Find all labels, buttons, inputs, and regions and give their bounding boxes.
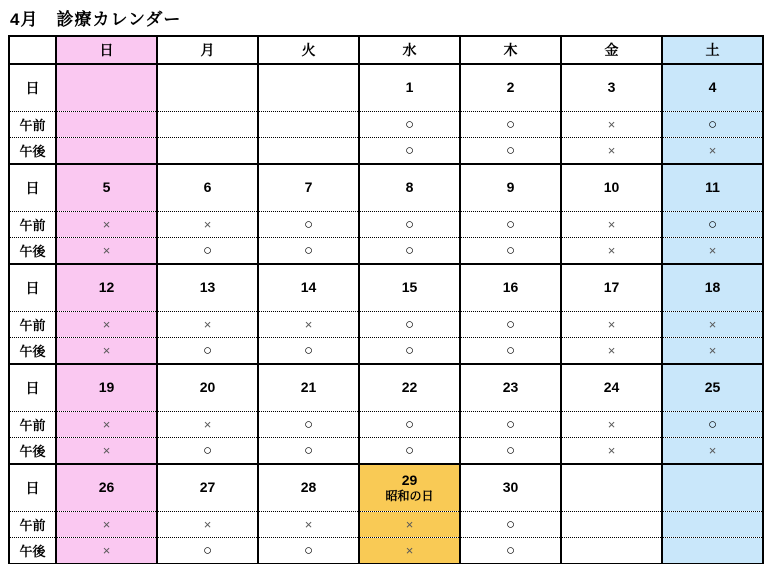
pm-mark-cell: × <box>662 138 763 165</box>
am-mark-cell: ○ <box>460 512 561 538</box>
date-cell <box>56 364 157 412</box>
pm-mark-cell <box>258 138 359 165</box>
date-cell <box>561 464 662 512</box>
weekday-header-cell: 火 <box>258 36 359 64</box>
row-label-date: 日 <box>9 64 56 112</box>
date-number: 28 <box>300 479 317 496</box>
date-number: 8 <box>405 179 414 196</box>
am-mark-cell: × <box>561 212 662 238</box>
row-label-am: 午前 <box>9 512 56 538</box>
am-mark-cell: × <box>157 512 258 538</box>
date-cell <box>56 464 157 512</box>
am-mark-cell: ○ <box>460 412 561 438</box>
date-number: 14 <box>300 279 317 296</box>
pm-mark-cell <box>56 138 157 165</box>
date-cell <box>662 164 763 212</box>
date-number: 30 <box>502 479 519 496</box>
pm-mark-cell <box>561 538 662 564</box>
date-number: 16 <box>502 279 519 296</box>
pm-mark-cell: × <box>561 238 662 265</box>
am-mark-cell: ○ <box>359 412 460 438</box>
date-number: 13 <box>199 279 216 296</box>
date-number: 20 <box>199 379 216 396</box>
date-cell <box>460 264 561 312</box>
am-mark-cell: ○ <box>460 112 561 138</box>
am-mark-cell: ○ <box>258 212 359 238</box>
am-mark-cell: × <box>56 512 157 538</box>
weekday-header-cell: 日 <box>56 36 157 64</box>
date-cell <box>258 364 359 412</box>
pm-mark-cell: ○ <box>359 438 460 465</box>
date-number: 3 <box>607 79 616 96</box>
am-mark-cell <box>561 512 662 538</box>
am-mark-cell: ○ <box>460 212 561 238</box>
date-number: 10 <box>603 179 620 196</box>
pm-mark-cell: ○ <box>258 338 359 365</box>
pm-mark-cell: × <box>561 438 662 465</box>
date-number: 17 <box>603 279 620 296</box>
weekday-header-cell: 月 <box>157 36 258 64</box>
date-number: 24 <box>603 379 620 396</box>
pm-mark-cell: ○ <box>157 338 258 365</box>
date-cell <box>157 264 258 312</box>
pm-mark-cell: ○ <box>460 538 561 564</box>
row-label-am: 午前 <box>9 212 56 238</box>
pm-mark-cell: ○ <box>157 438 258 465</box>
pm-mark-cell: ○ <box>157 238 258 265</box>
date-cell <box>56 264 157 312</box>
date-cell <box>662 264 763 312</box>
row-label-am: 午前 <box>9 312 56 338</box>
date-number: 12 <box>98 279 115 296</box>
date-cell <box>258 464 359 512</box>
pm-mark-cell: × <box>56 238 157 265</box>
pm-mark-cell <box>662 538 763 564</box>
row-label-pm: 午後 <box>9 238 56 265</box>
row-label-date: 日 <box>9 264 56 312</box>
date-cell <box>460 64 561 112</box>
am-mark-cell: × <box>157 412 258 438</box>
am-mark-cell: ○ <box>359 112 460 138</box>
date-cell <box>460 164 561 212</box>
pm-mark-cell: ○ <box>460 138 561 165</box>
pm-mark-cell: ○ <box>359 338 460 365</box>
date-number: 7 <box>304 179 313 196</box>
pm-mark-cell: × <box>56 338 157 365</box>
date-cell <box>662 364 763 412</box>
pm-mark-cell: ○ <box>460 238 561 265</box>
date-cell <box>359 164 460 212</box>
date-cell <box>662 464 763 512</box>
am-mark-cell: ○ <box>460 312 561 338</box>
pm-mark-cell: × <box>662 238 763 265</box>
page-title: 4月 診療カレンダー <box>10 10 182 29</box>
date-number: 6 <box>203 179 212 196</box>
am-mark-cell: × <box>258 312 359 338</box>
date-cell <box>561 164 662 212</box>
pm-mark-cell: ○ <box>258 238 359 265</box>
holiday-name: 昭和の日 <box>385 489 434 504</box>
date-cell <box>157 64 258 112</box>
pm-mark-cell: × <box>561 338 662 365</box>
am-mark-cell <box>258 112 359 138</box>
calendar-body <box>9 36 763 564</box>
date-number: 5 <box>102 179 111 196</box>
am-mark-cell: ○ <box>662 212 763 238</box>
weekday-header-cell: 土 <box>662 36 763 64</box>
date-cell <box>460 364 561 412</box>
date-cell <box>460 464 561 512</box>
row-label-am: 午前 <box>9 412 56 438</box>
row-label-pm: 午後 <box>9 538 56 564</box>
date-cell <box>157 364 258 412</box>
date-number: 21 <box>300 379 317 396</box>
pm-mark-cell: ○ <box>258 538 359 564</box>
row-label-am: 午前 <box>9 112 56 138</box>
calendar-table <box>8 35 764 564</box>
date-number: 1 <box>405 79 414 96</box>
date-number: 19 <box>98 379 115 396</box>
am-mark-cell: × <box>56 212 157 238</box>
date-cell <box>56 164 157 212</box>
weekday-header-cell: 水 <box>359 36 460 64</box>
date-number: 9 <box>506 179 515 196</box>
date-cell <box>359 464 460 512</box>
row-label-date: 日 <box>9 464 56 512</box>
am-mark-cell: ○ <box>359 212 460 238</box>
row-label-pm: 午後 <box>9 338 56 365</box>
am-mark-cell: × <box>56 312 157 338</box>
date-number: 2 <box>506 79 515 96</box>
date-number: 15 <box>401 279 418 296</box>
date-number: 22 <box>401 379 418 396</box>
date-cell <box>258 264 359 312</box>
date-number: 4 <box>708 79 717 96</box>
row-label-date: 日 <box>9 364 56 412</box>
date-cell <box>359 264 460 312</box>
am-mark-cell: × <box>561 112 662 138</box>
date-cell <box>258 164 359 212</box>
date-cell <box>359 364 460 412</box>
date-number: 26 <box>98 479 115 496</box>
pm-mark-cell: × <box>56 438 157 465</box>
date-cell <box>561 64 662 112</box>
date-number: 11 <box>705 179 720 196</box>
am-mark-cell: ○ <box>662 412 763 438</box>
pm-mark-cell: ○ <box>157 538 258 564</box>
pm-mark-cell: × <box>56 538 157 564</box>
row-label-date: 日 <box>9 164 56 212</box>
am-mark-cell: ○ <box>258 412 359 438</box>
pm-mark-cell: × <box>662 338 763 365</box>
date-cell <box>157 464 258 512</box>
date-number: 27 <box>199 479 216 496</box>
pm-mark-cell: ○ <box>460 338 561 365</box>
am-mark-cell: × <box>561 412 662 438</box>
date-cell <box>157 164 258 212</box>
am-mark-cell <box>56 112 157 138</box>
pm-mark-cell: ○ <box>460 438 561 465</box>
am-mark-cell: × <box>157 212 258 238</box>
am-mark-cell <box>662 512 763 538</box>
pm-mark-cell: × <box>359 538 460 564</box>
weekday-header-cell: 木 <box>460 36 561 64</box>
pm-mark-cell: ○ <box>258 438 359 465</box>
am-mark-cell: ○ <box>662 112 763 138</box>
date-number: 29 <box>401 471 418 488</box>
am-mark-cell: × <box>561 312 662 338</box>
pm-mark-cell: × <box>662 438 763 465</box>
date-cell <box>359 64 460 112</box>
pm-mark-cell: ○ <box>359 138 460 165</box>
am-mark-cell: × <box>157 312 258 338</box>
date-number: 18 <box>704 279 721 296</box>
am-mark-cell: ○ <box>359 312 460 338</box>
am-mark-cell: × <box>359 512 460 538</box>
am-mark-cell: × <box>56 412 157 438</box>
date-cell <box>258 64 359 112</box>
am-mark-cell: × <box>662 312 763 338</box>
date-cell <box>662 64 763 112</box>
pm-mark-cell: ○ <box>359 238 460 265</box>
row-label-pm: 午後 <box>9 438 56 465</box>
pm-mark-cell: × <box>561 138 662 165</box>
am-mark-cell <box>157 112 258 138</box>
date-cell <box>561 264 662 312</box>
weekday-header-cell: 金 <box>561 36 662 64</box>
row-label-pm: 午後 <box>9 138 56 165</box>
date-number: 25 <box>704 379 721 396</box>
am-mark-cell: × <box>258 512 359 538</box>
date-cell <box>56 64 157 112</box>
date-cell <box>561 364 662 412</box>
date-number: 23 <box>502 379 519 396</box>
corner-cell <box>9 36 56 64</box>
pm-mark-cell <box>157 138 258 165</box>
